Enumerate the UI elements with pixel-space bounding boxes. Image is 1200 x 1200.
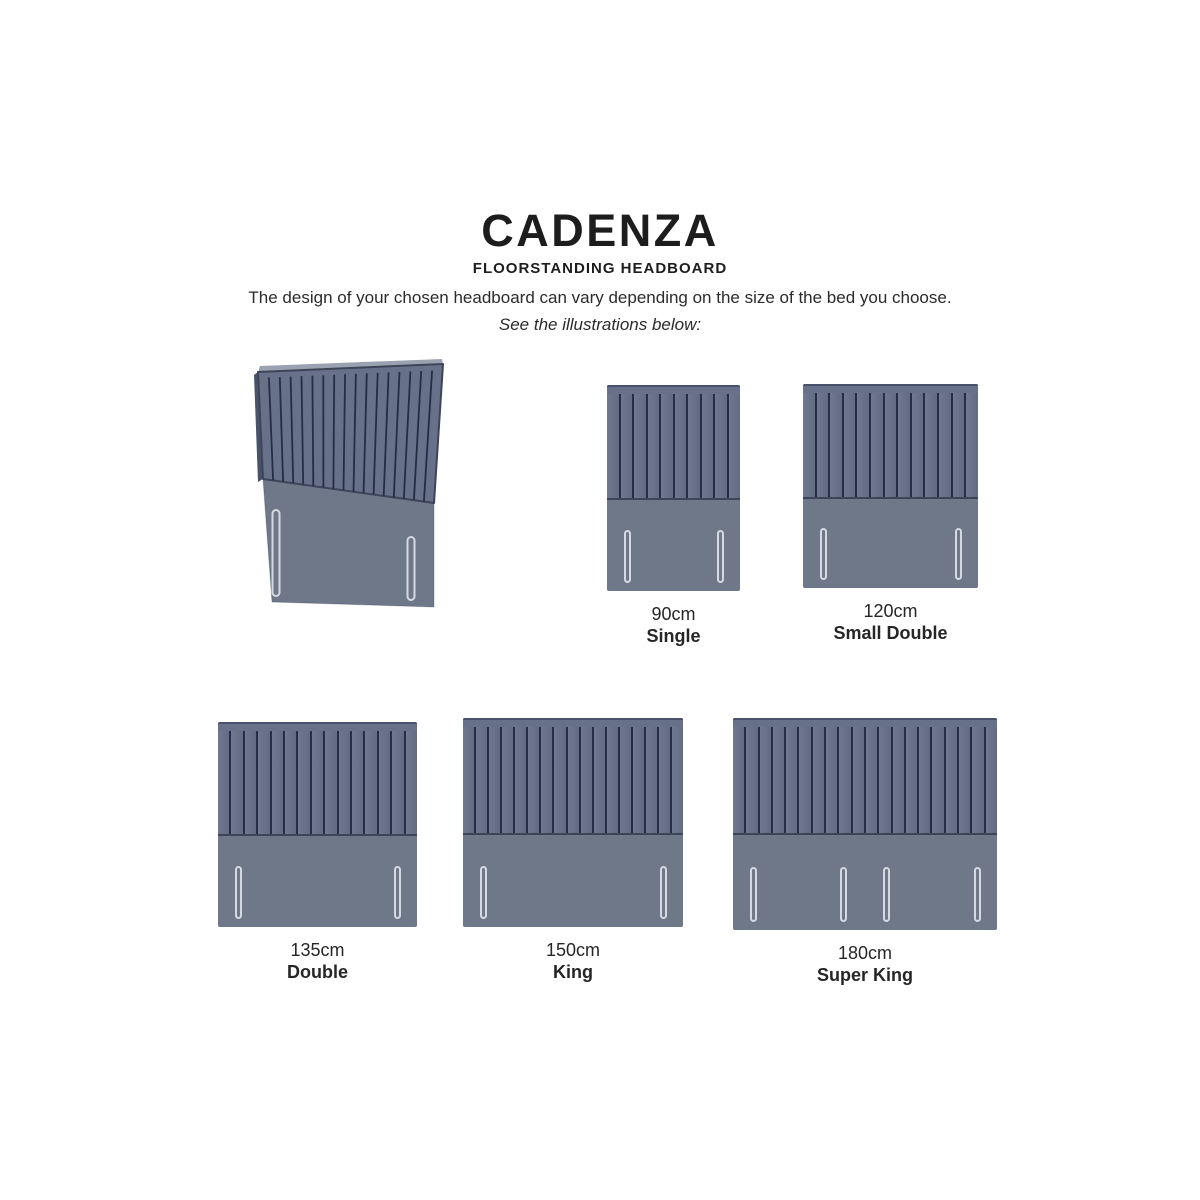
stripe-panel	[566, 727, 579, 833]
headboard-board-single	[607, 385, 740, 591]
headboard-figure-small-double	[803, 384, 978, 643]
stripe-panel	[579, 727, 592, 833]
stripe-panel	[474, 727, 487, 833]
stitch-slot	[660, 866, 667, 919]
variant-labels	[607, 603, 740, 648]
size-label: 90cm	[651, 604, 696, 624]
stripe-panel	[229, 731, 242, 834]
stripe-panel	[686, 394, 700, 498]
note-text: See the illustrations below:	[498, 315, 702, 334]
stripe-panel	[944, 727, 957, 833]
stripe-panel	[896, 393, 910, 497]
stripe-panel	[390, 731, 403, 834]
stripe-panel	[713, 394, 727, 498]
type-label: King	[553, 962, 593, 982]
stripe-panel	[970, 727, 983, 833]
stitch-slot	[840, 867, 847, 922]
headboard-figure-single	[607, 385, 740, 646]
stripe-panel	[487, 727, 500, 833]
stripe-panel	[377, 731, 390, 834]
stripe-panel	[951, 393, 965, 497]
stitch-slot	[235, 866, 242, 919]
stripe-panel	[646, 394, 660, 498]
panel-strip	[463, 727, 683, 833]
stripe-panel	[256, 731, 269, 834]
stripe-panel	[851, 727, 864, 833]
stripe-panel	[864, 727, 877, 833]
stripe-panel	[700, 394, 714, 498]
stripe-panel	[631, 727, 644, 833]
stripe-panel	[552, 727, 565, 833]
stripe-panel	[619, 394, 633, 498]
panel-strip	[733, 727, 997, 833]
stripe-panel	[877, 727, 890, 833]
size-label: 180cm	[837, 943, 893, 963]
stripe-panel	[607, 394, 619, 498]
stripe-panel	[910, 393, 924, 497]
stripe-panel	[784, 727, 797, 833]
stripe-panel	[218, 731, 229, 834]
stripe-panel	[964, 393, 978, 497]
stripe-panel	[923, 393, 937, 497]
stitch-slot	[717, 530, 724, 583]
size-label: 135cm	[290, 940, 345, 960]
stripe-panel	[957, 727, 970, 833]
headboard-board-king	[463, 718, 683, 927]
panel-strip	[607, 394, 740, 498]
stripe-panel	[500, 727, 513, 833]
stripe-panel	[670, 727, 683, 833]
headboard-striped-section	[803, 384, 978, 499]
stripe-panel	[758, 727, 771, 833]
stripe-panel	[539, 727, 552, 833]
headboard-board-super-king	[733, 718, 997, 930]
stripe-panel	[937, 393, 951, 497]
hero-3d-headboard-svg	[230, 350, 470, 620]
size-label: 150cm	[545, 940, 601, 960]
stripe-panel	[657, 727, 670, 833]
stitch-slot	[955, 528, 962, 580]
headboard-board-small-double	[803, 384, 978, 588]
variant-labels	[218, 939, 417, 984]
stripe-panel	[296, 731, 309, 834]
stripe-panel	[243, 731, 256, 834]
stripe-panel	[828, 393, 842, 497]
stripe-panel	[797, 727, 810, 833]
stripe-panel	[592, 727, 605, 833]
description-text: The design of your chosen headboard can vary depending on the size of the bed you choose.	[248, 288, 952, 307]
variant-labels	[803, 600, 978, 645]
stripe-panel	[930, 727, 943, 833]
stripe-panel	[618, 727, 631, 833]
variant-labels	[733, 942, 997, 987]
stripe-panel	[803, 393, 815, 497]
headboard-striped-section	[463, 718, 683, 835]
stripe-panel	[733, 727, 744, 833]
stripe-panel	[855, 393, 869, 497]
headboard-figure-king	[463, 718, 683, 982]
stripe-panel	[837, 727, 850, 833]
stripe-panel	[283, 731, 296, 834]
headboard-striped-section	[607, 385, 740, 500]
panel-strip	[803, 393, 978, 497]
stitch-slot	[820, 528, 827, 580]
type-label: Single	[646, 626, 701, 646]
stripe-panel	[310, 731, 323, 834]
stripe-panel	[404, 731, 417, 834]
stripe-panel	[526, 727, 539, 833]
headboard-base-section	[607, 500, 740, 591]
headboard-base-section	[803, 499, 978, 588]
stripe-panel	[632, 394, 646, 498]
type-label: Small Double	[833, 623, 948, 643]
stripe-panel	[659, 394, 673, 498]
stripe-panel	[984, 727, 997, 833]
hero-illustration	[230, 350, 470, 620]
stripe-panel	[270, 731, 283, 834]
stripe-panel	[363, 731, 376, 834]
headboard-figure-super-king	[733, 718, 997, 985]
stripe-panel	[815, 393, 829, 497]
stripe-panel	[917, 727, 930, 833]
stripe-panel	[744, 727, 757, 833]
headboard-base-section	[733, 835, 997, 930]
stitch-slot	[480, 866, 487, 919]
hero-panel-divider	[333, 375, 334, 489]
stitch-slot	[974, 867, 981, 922]
stripe-panel	[323, 731, 336, 834]
stitch-slot	[883, 867, 890, 922]
stripe-panel	[513, 727, 526, 833]
stripe-panel	[463, 727, 474, 833]
headboard-base-section	[463, 835, 683, 927]
stripe-panel	[673, 394, 687, 498]
headboard-striped-section	[733, 718, 997, 835]
stripe-panel	[337, 731, 350, 834]
stripe-panel	[811, 727, 824, 833]
stripe-panel	[350, 731, 363, 834]
stitch-slot	[750, 867, 757, 922]
stripe-panel	[904, 727, 917, 833]
page-subtitle: FLOORSTANDING HEADBOARD	[472, 260, 728, 277]
hero-panel-divider	[312, 376, 313, 487]
headboard-board-double	[218, 722, 417, 927]
variant-labels	[463, 939, 683, 984]
stripe-panel	[727, 394, 741, 498]
stripe-panel	[771, 727, 784, 833]
stitch-slot	[624, 530, 631, 583]
panel-strip	[218, 731, 417, 834]
stripe-panel	[605, 727, 618, 833]
type-label: Super King	[816, 965, 913, 985]
size-label: 120cm	[863, 601, 918, 621]
stripe-panel	[644, 727, 657, 833]
headboard-base-section	[218, 836, 417, 927]
stripe-panel	[842, 393, 856, 497]
stripe-panel	[883, 393, 897, 497]
stitch-slot	[394, 866, 401, 919]
type-label: Double	[287, 962, 348, 982]
stripe-panel	[891, 727, 904, 833]
stripe-panel	[869, 393, 883, 497]
stripe-panel	[824, 727, 837, 833]
headboard-figure-double	[218, 722, 417, 982]
headboard-striped-section	[218, 722, 417, 836]
page-title: CADENZA	[481, 205, 719, 256]
